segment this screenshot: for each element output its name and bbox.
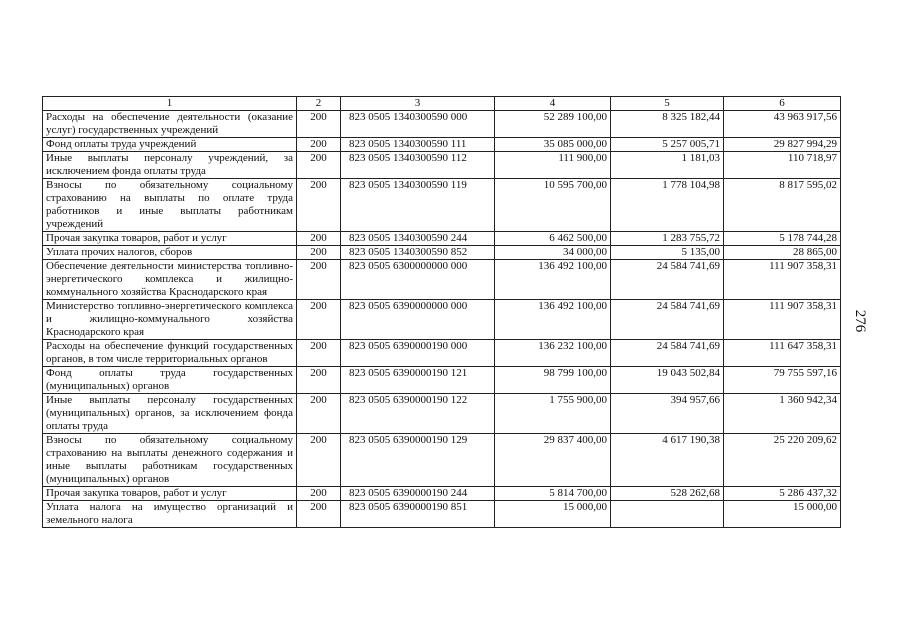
row-col5: 8 325 182,44	[611, 111, 724, 138]
row-code: 200	[297, 367, 341, 394]
row-name: Министерство топливно-энергетического комплекса и жилищно-коммунального хозяйства Краснодарского края	[43, 300, 297, 340]
row-name: Иные выплаты персоналу учреждений, за исключением фонда оплаты труда	[43, 152, 297, 179]
row-col4: 136 232 100,00	[495, 340, 611, 367]
row-code: 200	[297, 152, 341, 179]
table-row	[43, 434, 841, 487]
row-name: Взносы по обязательному социальному страхованию на выплаты по оплате труда работников и иные выплаты работникам учреждений	[43, 179, 297, 232]
row-col4: 5 814 700,00	[495, 487, 611, 501]
row-code: 200	[297, 487, 341, 501]
row-col4: 15 000,00	[495, 501, 611, 528]
row-col6: 79 755 597,16	[724, 367, 841, 394]
row-col6: 111 907 358,31	[724, 260, 841, 300]
row-name: Обеспечение деятельности министерства топливно-энергетического комплекса и жилищно-коммунального хозяйства Краснодарского края	[43, 260, 297, 300]
header-cell-6: 6	[724, 97, 841, 111]
row-kbk: 823 0505 6390000000 000	[341, 300, 495, 340]
header-cell-4: 4	[495, 97, 611, 111]
row-col5: 24 584 741,69	[611, 340, 724, 367]
row-code: 200	[297, 232, 341, 246]
row-col5: 19 043 502,84	[611, 367, 724, 394]
row-kbk: 823 0505 6390000190 122	[341, 394, 495, 434]
table-row	[43, 232, 841, 246]
row-code: 200	[297, 394, 341, 434]
table-row	[43, 300, 841, 340]
table-row	[43, 501, 841, 528]
row-col6: 8 817 595,02	[724, 179, 841, 232]
row-name: Уплата налога на имущество организаций и земельного налога	[43, 501, 297, 528]
row-code: 200	[297, 246, 341, 260]
header-cell-5: 5	[611, 97, 724, 111]
table-row	[43, 152, 841, 179]
row-col6: 111 647 358,31	[724, 340, 841, 367]
row-col4: 29 837 400,00	[495, 434, 611, 487]
row-code: 200	[297, 138, 341, 152]
table-row	[43, 367, 841, 394]
row-col4: 34 000,00	[495, 246, 611, 260]
row-col4: 52 289 100,00	[495, 111, 611, 138]
row-col5: 1 283 755,72	[611, 232, 724, 246]
row-name: Прочая закупка товаров, работ и услуг	[43, 232, 297, 246]
row-code: 200	[297, 260, 341, 300]
row-col5: 24 584 741,69	[611, 260, 724, 300]
row-col4: 136 492 100,00	[495, 260, 611, 300]
header-row	[43, 97, 841, 111]
row-kbk: 823 0505 1340300590 000	[341, 111, 495, 138]
table-row	[43, 260, 841, 300]
row-col5: 394 957,66	[611, 394, 724, 434]
row-col6: 25 220 209,62	[724, 434, 841, 487]
table-row	[43, 246, 841, 260]
row-col6: 5 178 744,28	[724, 232, 841, 246]
page-number: 276	[852, 309, 868, 333]
row-col6: 15 000,00	[724, 501, 841, 528]
row-col5: 4 617 190,38	[611, 434, 724, 487]
row-col6: 1 360 942,34	[724, 394, 841, 434]
row-col6: 110 718,97	[724, 152, 841, 179]
table-row	[43, 111, 841, 138]
row-kbk: 823 0505 6390000190 000	[341, 340, 495, 367]
row-col4: 136 492 100,00	[495, 300, 611, 340]
row-col4: 1 755 900,00	[495, 394, 611, 434]
row-col4: 98 799 100,00	[495, 367, 611, 394]
row-code: 200	[297, 111, 341, 138]
row-kbk: 823 0505 6390000190 129	[341, 434, 495, 487]
row-col4: 10 595 700,00	[495, 179, 611, 232]
row-col4: 6 462 500,00	[495, 232, 611, 246]
row-kbk: 823 0505 1340300590 111	[341, 138, 495, 152]
row-col6: 43 963 917,56	[724, 111, 841, 138]
row-code: 200	[297, 501, 341, 528]
table-row	[43, 487, 841, 501]
row-code: 200	[297, 434, 341, 487]
row-name: Фонд оплаты труда учреждений	[43, 138, 297, 152]
budget-table	[42, 96, 841, 528]
row-name: Расходы на обеспечение функций государственных органов, в том числе территориальных органов	[43, 340, 297, 367]
row-col6: 5 286 437,32	[724, 487, 841, 501]
row-col5: 24 584 741,69	[611, 300, 724, 340]
table-row	[43, 138, 841, 152]
row-col6: 111 907 358,31	[724, 300, 841, 340]
row-name: Расходы на обеспечение деятельности (оказание услуг) государственных учреждений	[43, 111, 297, 138]
header-cell-3: 3	[341, 97, 495, 111]
row-kbk: 823 0505 6390000190 244	[341, 487, 495, 501]
row-col5: 528 262,68	[611, 487, 724, 501]
table-row	[43, 179, 841, 232]
row-col5: 1 181,03	[611, 152, 724, 179]
table-body	[43, 97, 841, 528]
row-code: 200	[297, 179, 341, 232]
table-row	[43, 394, 841, 434]
row-col5: 1 778 104,98	[611, 179, 724, 232]
table-row	[43, 340, 841, 367]
row-name: Взносы по обязательному социальному страхованию на выплаты денежного содержания и иные выплаты работникам государственных (муниципальных) органов	[43, 434, 297, 487]
row-kbk: 823 0505 1340300590 852	[341, 246, 495, 260]
row-col6: 29 827 994,29	[724, 138, 841, 152]
row-name: Иные выплаты персоналу государственных (муниципальных) органов, за исключением фонда оплаты труда	[43, 394, 297, 434]
row-col5: 5 135,00	[611, 246, 724, 260]
row-kbk: 823 0505 1340300590 119	[341, 179, 495, 232]
row-name: Фонд оплаты труда государственных (муниципальных) органов	[43, 367, 297, 394]
row-code: 200	[297, 300, 341, 340]
row-kbk: 823 0505 6390000190 121	[341, 367, 495, 394]
row-kbk: 823 0505 6300000000 000	[341, 260, 495, 300]
row-col4: 35 085 000,00	[495, 138, 611, 152]
row-col5	[611, 501, 724, 528]
header-cell-2: 2	[297, 97, 341, 111]
row-col4: 111 900,00	[495, 152, 611, 179]
row-kbk: 823 0505 6390000190 851	[341, 501, 495, 528]
row-kbk: 823 0505 1340300590 112	[341, 152, 495, 179]
row-kbk: 823 0505 1340300590 244	[341, 232, 495, 246]
row-name: Прочая закупка товаров, работ и услуг	[43, 487, 297, 501]
row-code: 200	[297, 340, 341, 367]
row-col5: 5 257 005,71	[611, 138, 724, 152]
header-cell-1: 1	[43, 97, 297, 111]
row-name: Уплата прочих налогов, сборов	[43, 246, 297, 260]
row-col6: 28 865,00	[724, 246, 841, 260]
